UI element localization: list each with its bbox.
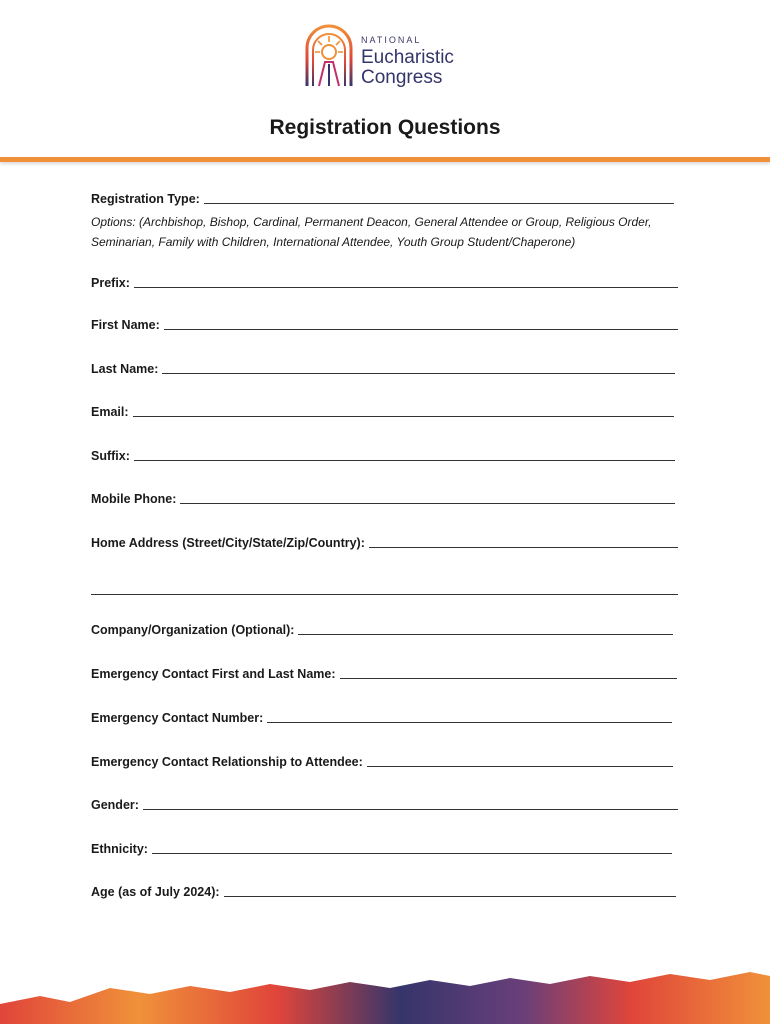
home-address-continuation-line[interactable] bbox=[91, 594, 678, 595]
logo-national: NATIONAL bbox=[361, 35, 422, 45]
email-field[interactable] bbox=[91, 405, 674, 419]
eucharist-emblem-icon bbox=[303, 22, 355, 88]
age-line[interactable] bbox=[224, 895, 676, 897]
email-line[interactable] bbox=[133, 415, 674, 417]
registration-type-options: Options: (Archbishop, Bishop, Cardinal, Permanent Deacon, General Attendee or Group, Religious Order, Seminarian, Family with Children, International Attendee, Youth Group Student/Chaperone) bbox=[91, 215, 652, 249]
emergency-contact-relationship-field[interactable] bbox=[91, 755, 673, 769]
suffix-line[interactable] bbox=[134, 459, 675, 461]
mobile-phone-label: Mobile Phone: bbox=[91, 492, 177, 506]
home-address-field[interactable] bbox=[91, 536, 678, 550]
prefix-line[interactable] bbox=[134, 286, 678, 288]
emergency-contact-name-field[interactable] bbox=[91, 667, 677, 681]
last-name-label: Last Name: bbox=[91, 362, 159, 376]
registration-type-label: Registration Type: bbox=[91, 192, 200, 206]
header-divider bbox=[0, 157, 770, 162]
logo-congress: Congress bbox=[361, 67, 443, 88]
emergency-contact-relationship-label: Emergency Contact Relationship to Attendee: bbox=[91, 755, 363, 769]
logo bbox=[303, 22, 473, 92]
home-address-line[interactable] bbox=[369, 546, 678, 548]
age-field[interactable] bbox=[91, 885, 676, 899]
ethnicity-line[interactable] bbox=[152, 852, 672, 854]
emergency-contact-number-field[interactable] bbox=[91, 711, 672, 725]
company-label: Company/Organization (Optional): bbox=[91, 623, 295, 637]
last-name-field[interactable] bbox=[91, 362, 675, 376]
emergency-contact-relationship-line[interactable] bbox=[367, 765, 673, 767]
emergency-contact-number-label: Emergency Contact Number: bbox=[91, 711, 264, 725]
gender-label: Gender: bbox=[91, 798, 139, 812]
ethnicity-label: Ethnicity: bbox=[91, 842, 148, 856]
suffix-field[interactable] bbox=[91, 449, 675, 463]
first-name-field[interactable] bbox=[91, 318, 678, 332]
mobile-phone-line[interactable] bbox=[180, 502, 675, 504]
emergency-contact-name-label: Emergency Contact First and Last Name: bbox=[91, 667, 336, 681]
ethnicity-field[interactable] bbox=[91, 842, 672, 856]
emergency-contact-name-line[interactable] bbox=[340, 677, 677, 679]
prefix-field[interactable] bbox=[91, 276, 678, 290]
company-line[interactable] bbox=[298, 633, 673, 635]
gender-field[interactable] bbox=[91, 798, 678, 812]
first-name-line[interactable] bbox=[164, 328, 678, 330]
home-address-label: Home Address (Street/City/State/Zip/Country): bbox=[91, 536, 365, 550]
prefix-label: Prefix: bbox=[91, 276, 130, 290]
footer-decorative-band bbox=[0, 964, 770, 1024]
last-name-line[interactable] bbox=[162, 372, 675, 374]
first-name-label: First Name: bbox=[91, 318, 160, 332]
page-title: Registration Questions bbox=[269, 116, 501, 139]
email-label: Email: bbox=[91, 405, 129, 419]
emergency-contact-number-line[interactable] bbox=[267, 721, 672, 723]
registration-type-field[interactable] bbox=[91, 192, 674, 206]
company-field[interactable] bbox=[91, 623, 673, 637]
logo-eucharistic: Eucharistic bbox=[361, 47, 454, 68]
registration-type-line[interactable] bbox=[204, 202, 674, 204]
suffix-label: Suffix: bbox=[91, 449, 130, 463]
mobile-phone-field[interactable] bbox=[91, 492, 675, 506]
age-label: Age (as of July 2024): bbox=[91, 885, 220, 899]
gender-line[interactable] bbox=[143, 808, 678, 810]
